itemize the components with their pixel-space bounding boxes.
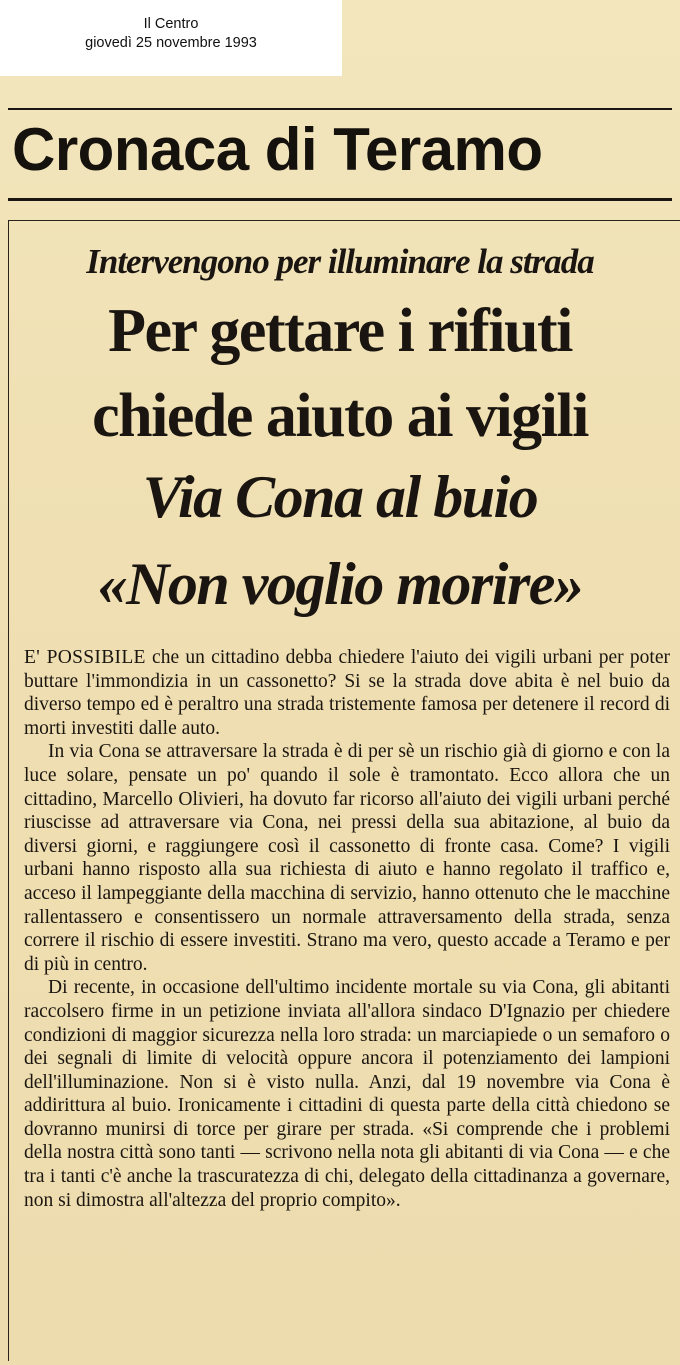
article-paragraph-2: In via Cona se attraversare la strada è di per sè un rischio già di giorno e con la luce solare, pensate un po' quando il sole è tramontato. Ecco allora che un cittadino, Marcello Olivieri, ha dovuto far ricorso all'aiuto dei vigili urbani perché riuscisse ad attraversare via Cona, nei pressi della sua abitazione, al buio da diversi giorni, e raggiungere così il cassonetto di fronte casa. Come? I vigili urbani hanno risposto alla sua richiesta di aiuto e hanno regolato il traffico e, acceso il lampeggiante della macchina di servizio, hanno ottenuto che le macchine rallentassero e consentissero un normale attraversamento della strada, senza correre il rischio di essere investiti. Strano ma vero, questo accade a Teramo e per di più in centro. (24, 741, 670, 975)
article-paragraph-3: Di recente, in occasione dell'ultimo incidente mortale su via Cona, gli abitanti raccolsero firme in un petizione inviata all'allora sindaco D'Ignazio per chiedere condizioni di maggior sicurezza nella loro strada: un marciapiede o un semaforo o dei segnali di limite di velocità oppure ancora il potenziamento dei lampioni dell'illuminazione. Non si è visto nulla. Anzi, dal 19 novembre via Cona è addirittura al buio. Ironicamente i cittadini di questa parte della città chiedono se dovranno munirsi di torce per girare per strada. «Si comprende che i problemi della nostra città sono tanti — scrivono nella nota gli abitanti di via Cona — e che tra i tanti c'è anche la trascuratezza di chi, delegato della cittadinanza a governare, non si dimostra all'altezza del proprio compito». (24, 977, 670, 1211)
paragraph-1-text: che un cittadino debba chiedere l'aiuto dei vigili urbani per poter buttare l'immondizia in un cassonetto? Si se la strada dove abita è nel buio da diverso tempo ed è peraltro una strada tristemente famosa per detenere il record di morti investiti dalle auto. (24, 647, 670, 739)
subheadline-line-2: «Non voglio morire» (97, 551, 583, 617)
article-kicker: Intervengono per illuminare la strada (86, 242, 594, 281)
article-body (24, 646, 670, 1212)
newspaper-name: Il Centro (143, 16, 199, 32)
article-paragraph-1 (24, 646, 670, 740)
publication-date: giovedì 25 novembre 1993 (85, 35, 257, 51)
section-header (8, 108, 672, 201)
headline-line-1: Per gettare i rifiuti (108, 297, 572, 365)
source-label (0, 0, 342, 76)
lead-in: E' POSSIBILE (24, 647, 146, 668)
headline-line-2: chiede aiuto ai vigili (92, 382, 588, 450)
section-title: Cronaca di Teramo (12, 116, 543, 183)
subheadline-line-1: Via Cona al buio (142, 464, 538, 530)
